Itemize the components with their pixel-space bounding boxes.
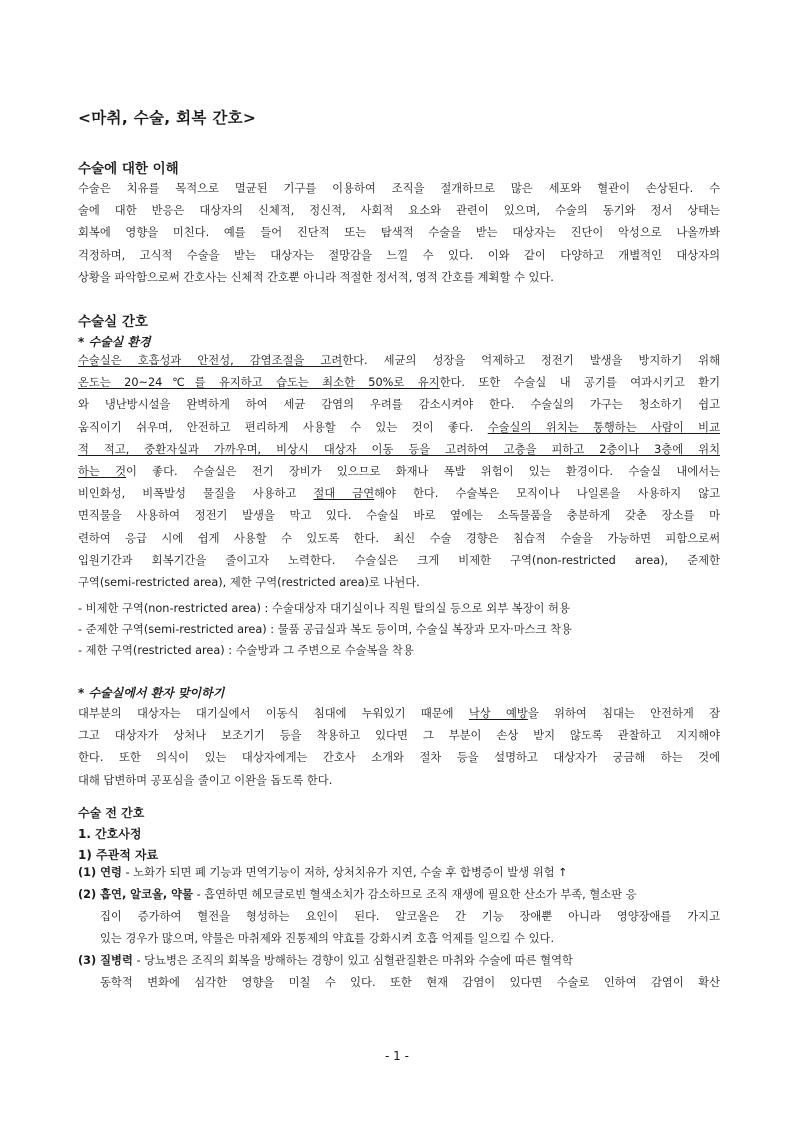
text-run: 한다. 세균의 성장을 억제하고 정전기 발생을 방지하기 위해 bbox=[342, 354, 720, 367]
paragraph-line bbox=[78, 439, 720, 461]
underlined-text: 낙상 예방 bbox=[468, 707, 528, 720]
preop-item-smoking-alcohol-drugs bbox=[78, 884, 720, 951]
item-label: (1) 연령 bbox=[78, 866, 122, 879]
text-run: 한다. 또한 수술실 내 공기를 여과시키고 환기 bbox=[439, 376, 720, 390]
paragraph-line bbox=[78, 372, 720, 394]
underlined-text: 온도는 20~24℃를 유지하고 습도는 최소한 50%로 유지 bbox=[78, 376, 440, 390]
paragraph-line: 한다. 또한 의식이 있는 대상자에게는 간호사 소개와 절차 등을 설명하고 대상자가 궁금해 하는 것에 bbox=[78, 751, 720, 765]
item-text: - 흡연하면 헤모글로빈 혈색소치가 감소하므로 조직 재생에 필요한 산소가 부족, 혈소판 응 bbox=[196, 888, 637, 901]
underlined-text: 적 적고, 중환자실과 가까우며, 비상시 대상자 이동 등을 고려하여 고층을 피하고 2층이나 3층에 위치 bbox=[78, 442, 720, 456]
paragraph-line: 걱정하며, 고식적 수술을 받는 대상자는 절망감을 느낄 수 있다. 이와 같이 다양하고 개별적인 대상자의 bbox=[78, 248, 720, 262]
paragraph-line: 련하여 응급 시에 쉽게 사용할 수 있도록 한다. 최신 수술 경향은 침습적 수술을 가능하면 피함으로써 bbox=[78, 531, 720, 545]
paragraph-line bbox=[78, 461, 720, 483]
underlined-text: 하는 것 bbox=[78, 465, 126, 479]
paragraph-line: 수술은 치유를 목적으로 멸균된 기구를 이용하여 조직을 절개하므로 많은 세포와 혈관이 손상된다. 수 bbox=[78, 182, 720, 195]
item-row: 있는 경우가 많으며, 약물은 마취제와 진통제의 약효를 강화시켜 호흡 억제를 일으킬 수 있다. bbox=[100, 932, 555, 946]
section-heading-understanding: 수술에 대한 이해 bbox=[78, 161, 179, 177]
document-title: <마취, 수술, 회복 간호> bbox=[78, 109, 257, 127]
or-environment-paragraph bbox=[78, 350, 720, 594]
item-row bbox=[78, 862, 720, 884]
understanding-paragraph bbox=[78, 178, 720, 289]
paragraph-line: 술에 대한 반응은 대상자의 신체적, 정신적, 사회적 요소와 관련이 있으며, 수술의 동기와 정서 상태는 bbox=[78, 204, 720, 218]
text-run: 대부분의 대상자는 대기실에서 이동식 침대에 누워있기 때문에 bbox=[78, 707, 469, 720]
subheading-or-environment: * 수술실 환경 bbox=[78, 335, 151, 349]
paragraph-line: 와 냉난방시설을 완벽하게 하여 세균 감염의 우려를 감소시켜야 한다. 수술실의 가구는 청소하기 쉽고 bbox=[78, 398, 720, 412]
underlined-text: 수술실은 호흡성과 안전성, 감염조절을 고려 bbox=[78, 354, 343, 367]
item-row: 동학적 변화에 심각한 영향을 미칠 수 있다. 또한 현재 감염이 있다면 수술로 인하여 감염이 확산 bbox=[100, 976, 720, 990]
text-run: 움직이기 쉬우며, 안전하고 편리하게 사용할 수 있는 것이 좋다. bbox=[78, 420, 488, 434]
zone-item-non-restricted: - 비제한 구역(non-restricted area) : 수술대상자 대기실이나 직원 탈의실 등으로 외부 복장이 허용 bbox=[78, 602, 570, 615]
underlined-text: 수술실의 위치는 통행하는 사람이 비교 bbox=[487, 420, 720, 434]
paragraph-line bbox=[78, 483, 720, 505]
text-run: 을 위하여 침대는 안전하게 잠 bbox=[527, 707, 720, 720]
paragraph-line bbox=[78, 703, 720, 725]
paragraph-line: 회복에 영향을 미친다. 예를 들어 진단적 또는 탐색적 수술을 받는 대상자는 진단이 악성으로 나올까봐 bbox=[78, 226, 720, 240]
paragraph-line bbox=[78, 350, 720, 372]
item-label: (3) 질병력 bbox=[78, 954, 133, 967]
item-text: - 당뇨병은 조직의 회복을 방해하는 경향이 있고 심혈관질환은 마취와 수술에 따른 혈역학 bbox=[136, 954, 573, 967]
zone-list bbox=[78, 598, 738, 661]
paragraph-line: 상황을 파악함으로써 간호사는 신체적 간호뿐 아니라 적절한 정서적, 영적 간호를 계획할 수 있다. bbox=[78, 270, 554, 284]
preop-item-medical-history bbox=[78, 950, 720, 994]
item-text: - 노화가 되면 폐 기능과 면역기능이 저하, 상처치유가 지연, 수술 후 합병증이 발생 위험 ↑ bbox=[125, 866, 568, 879]
item-row bbox=[78, 950, 720, 972]
paragraph-line bbox=[78, 417, 720, 439]
page-number: - 1 - bbox=[385, 1049, 409, 1063]
text-run: 이 좋다. 수술실은 전기 장비가 있으므로 화재나 폭발 위험이 있는 환경이다. 수술실 내에서는 bbox=[126, 465, 720, 479]
heading-subjective-data: 1) 주관적 자료 bbox=[78, 848, 159, 862]
heading-nursing-assessment: 1. 간호사정 bbox=[78, 827, 142, 841]
item-row: 집이 증가하여 혈전을 형성하는 요인이 된다. 알코올은 간 기능 장애뿐 아니라 영양장애를 가지고 bbox=[100, 910, 720, 924]
subheading-receiving-patient: * 수술실에서 환자 맞이하기 bbox=[78, 686, 225, 700]
item-label: (2) 흡연, 알코올, 약물 bbox=[78, 888, 193, 901]
zone-item-semi-restricted: - 준제한 구역(semi-restricted area) : 물품 공급실과 복도 등이며, 수술실 복장과 모자·마스크 착용 bbox=[78, 623, 572, 636]
paragraph-line: 그고 대상자가 상처나 보조기기 등을 착용하고 있다면 그 부분이 손상 받지 않도록 관찰하고 지지해야 bbox=[78, 729, 720, 743]
paragraph-line: 면직물을 사용하여 정전기 발생을 막고 있다. 수술실 바로 옆에는 소독물품을 충분하게 갖춘 장소를 마 bbox=[78, 509, 720, 523]
section-heading-or-nursing: 수술실 간호 bbox=[78, 314, 148, 330]
item-row bbox=[78, 884, 720, 906]
section-heading-preop: 수술 전 간호 bbox=[78, 806, 145, 820]
text-run: 비인화성, 비폭발성 물질을 사용하고 bbox=[78, 487, 314, 501]
preop-item-age bbox=[78, 862, 720, 884]
paragraph-line: 대해 답변하며 공포심을 줄이고 이완을 돕도록 한다. bbox=[78, 773, 333, 787]
paragraph-line: 구역(semi-restricted area), 제한 구역(restricted area)로 나뉜다. bbox=[78, 576, 420, 590]
zone-item-restricted: - 제한 구역(restricted area) : 수술방과 그 주변으로 수술복을 착용 bbox=[78, 644, 414, 657]
text-run: 해야 한다. 수술복은 모직이나 나일론을 사용하지 않고 bbox=[374, 487, 720, 501]
paragraph-line: 입원기간과 회복기간을 줄이고자 노력한다. 수술실은 크게 비제한 구역(non-restricted area), 준제한 bbox=[78, 553, 720, 567]
underlined-text: 절대 금연 bbox=[313, 487, 375, 501]
receiving-patient-paragraph bbox=[78, 703, 720, 792]
